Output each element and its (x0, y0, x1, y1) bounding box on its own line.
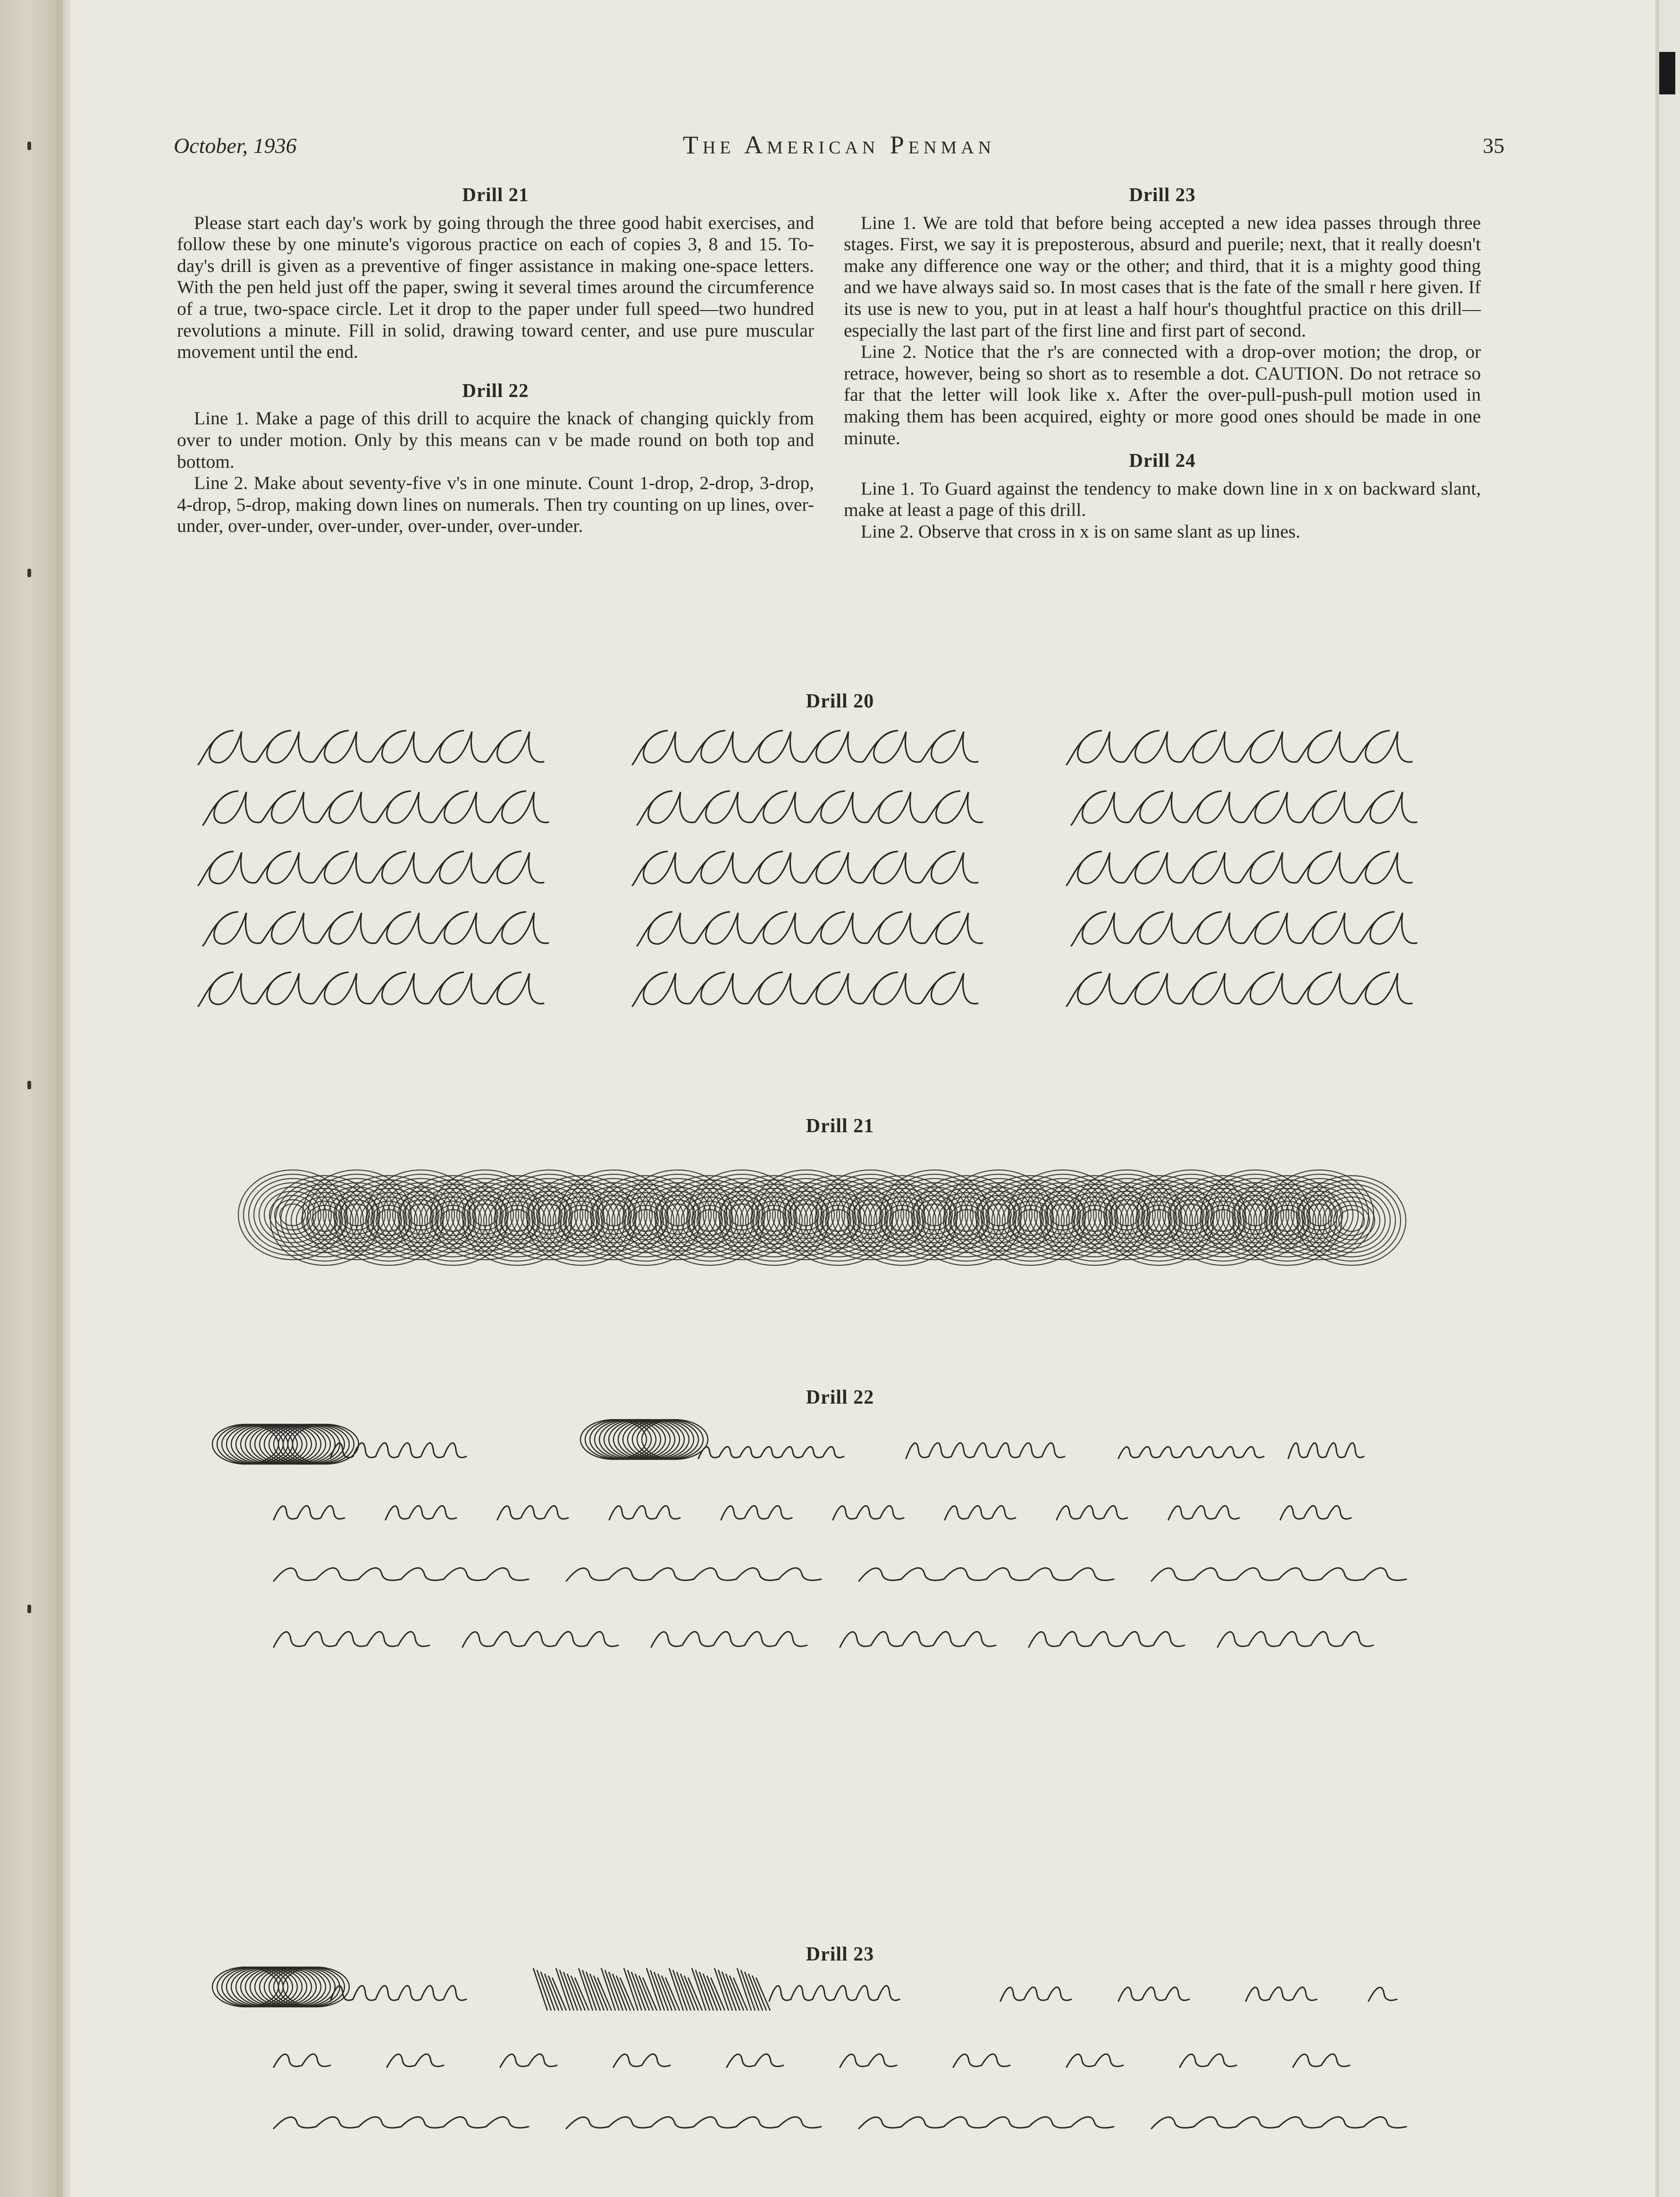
script-a-row (632, 851, 978, 885)
pen-circle (789, 1180, 887, 1261)
script-stroke-line (497, 1506, 568, 1520)
running-header (174, 133, 1504, 166)
script-stroke-line (274, 1632, 429, 1647)
pen-circle (468, 1180, 566, 1261)
script-stroke-line (1057, 1506, 1127, 1520)
script-stroke-line (1293, 2054, 1350, 2067)
script-a-row (203, 912, 548, 946)
script-stroke-line (274, 2117, 529, 2129)
pen-circle (688, 1170, 796, 1260)
pen-circle (463, 1176, 571, 1265)
script-stroke-line (1118, 1447, 1264, 1458)
pen-circle (693, 1174, 791, 1255)
retrace-stroke (613, 1974, 627, 2011)
pen-circle (238, 1170, 347, 1260)
pen-circle (1120, 1188, 1198, 1253)
pen-circle (799, 1188, 877, 1253)
plate-label-drill-21: Drill 21 (806, 1115, 874, 1137)
retrace-stroke (567, 1974, 581, 2011)
script-stroke-line (1369, 1987, 1397, 2001)
script-stroke-line (698, 1447, 844, 1458)
script-stroke-line (859, 2117, 1114, 2129)
script-stroke-line (945, 1506, 1016, 1520)
left-text-column (177, 184, 814, 537)
pen-circle (1142, 1174, 1240, 1255)
pen-circle (564, 1174, 663, 1255)
retrace-stroke (545, 1974, 559, 2011)
retrace-stroke (756, 1978, 770, 2011)
pen-circle (1297, 1176, 1406, 1265)
script-a-row (1071, 791, 1417, 825)
pen-circle (767, 1183, 845, 1247)
pen-circle (1238, 1180, 1336, 1261)
script-stroke-line (1029, 1632, 1184, 1647)
script-stroke-line (1180, 2054, 1236, 2067)
script-a-row (1067, 851, 1412, 885)
pen-circle (639, 1183, 716, 1247)
pen-circle (1014, 1174, 1112, 1255)
spine-shadow (56, 0, 63, 2197)
pen-circle (607, 1188, 684, 1253)
drill-23-script-specimen (208, 1959, 1435, 2195)
pen-circle (885, 1174, 983, 1255)
script-stroke-line (1067, 2054, 1123, 2067)
retrace-stroke (680, 1974, 695, 2011)
pen-circle (1024, 1183, 1101, 1247)
script-stroke-line (274, 1506, 344, 1520)
script-a-row (632, 731, 978, 765)
retrace-stroke (726, 1974, 740, 2011)
script-stroke-line (840, 2054, 897, 2067)
pen-circle (270, 1176, 379, 1265)
pen-circle (1206, 1174, 1304, 1255)
pen-circle (949, 1174, 1048, 1255)
binding-mark (27, 142, 31, 150)
script-stroke-line (566, 2117, 821, 2129)
pen-circle (880, 1170, 989, 1260)
script-a-row (198, 731, 544, 765)
pen-circle (1105, 1176, 1213, 1265)
pen-circle (623, 1170, 732, 1260)
retrace-stroke (658, 1974, 672, 2011)
pen-circle (853, 1180, 951, 1261)
paragraph: Line 2. Notice that the r's are connected with a drop-over motion; the drop, or retrace, however, being so short as to resemble a dot. CAUTION. Do not retrace so far that the letter will look like x. After the over-pull-push-pull motion used in making them has been acquired, eighty or more good ones should be made in one minute. (844, 341, 1481, 448)
pen-circle (784, 1176, 892, 1265)
pen-circle (1056, 1188, 1134, 1253)
script-stroke-line (727, 2054, 783, 2067)
pen-circle (816, 1170, 924, 1260)
pen-circle (596, 1180, 695, 1261)
pen-circle (720, 1176, 828, 1265)
pen-circle (1169, 1176, 1277, 1265)
pen-circle (1217, 1183, 1294, 1247)
binding-mark (27, 1605, 31, 1613)
pen-circle (1313, 1188, 1390, 1253)
retrace-stroke (590, 1974, 604, 2011)
pen-circle (340, 1180, 438, 1261)
drill-22-script-specimen (208, 1411, 1435, 1666)
script-stroke-line (833, 1506, 904, 1520)
pen-circle (944, 1170, 1053, 1260)
plate-label-drill-22: Drill 22 (806, 1387, 874, 1408)
pen-circle (1270, 1174, 1369, 1255)
script-stroke-line (953, 2054, 1010, 2067)
retrace-stroke (703, 1974, 717, 2011)
paragraph: Line 2. Observe that cross in x is on same slant as up lines. (861, 521, 1301, 542)
pen-circle (276, 1180, 374, 1261)
script-stroke-line (1118, 1987, 1189, 2001)
pen-circle (960, 1183, 1037, 1247)
binding-mark (27, 1081, 31, 1089)
pen-circle (479, 1188, 556, 1253)
script-stroke-line (1151, 1568, 1406, 1581)
pen-circle (244, 1174, 342, 1255)
pen-circle (896, 1183, 973, 1247)
section-heading: Drill 23 (1129, 184, 1196, 205)
section-heading: Drill 21 (462, 184, 529, 205)
script-a-row (637, 791, 983, 825)
pen-circle (1302, 1180, 1401, 1261)
edge-tab (1659, 52, 1675, 94)
pen-circle (382, 1183, 460, 1247)
pen-circle (372, 1174, 470, 1255)
pen-circle (735, 1188, 813, 1253)
pen-circle (286, 1188, 363, 1253)
pen-circle (436, 1174, 534, 1255)
pen-circle (848, 1176, 957, 1265)
pen-circle (500, 1174, 598, 1255)
pen-circle (399, 1176, 507, 1265)
pen-circle (757, 1174, 855, 1255)
script-stroke-line (566, 1568, 821, 1581)
script-a-row (198, 851, 544, 885)
pen-circle (318, 1183, 395, 1247)
pen-circle (1152, 1183, 1230, 1247)
pen-circle (1110, 1180, 1208, 1261)
script-a-row (637, 912, 983, 946)
pen-circle (495, 1170, 604, 1260)
pen-circle (1339, 1210, 1364, 1231)
pen-circle (1249, 1188, 1326, 1253)
script-stroke-line (330, 1986, 466, 2001)
pen-circle (1137, 1170, 1245, 1260)
script-stroke-line (840, 1632, 996, 1647)
pen-circle (912, 1176, 1021, 1265)
script-stroke-line (609, 1506, 680, 1520)
pen-circle (254, 1183, 331, 1247)
script-stroke-line (721, 1506, 792, 1520)
retrace-stroke (748, 1974, 763, 2011)
pen-circle (928, 1188, 1005, 1253)
pen-circle (1008, 1170, 1117, 1260)
pen-circle (591, 1176, 700, 1265)
pen-circle (1281, 1183, 1358, 1247)
script-stroke-line (1280, 1506, 1351, 1520)
script-stroke-line (651, 1632, 807, 1647)
script-stroke-line (859, 1568, 1114, 1581)
script-a-row (198, 972, 544, 1006)
script-a-row (1067, 731, 1412, 765)
pen-circle (671, 1188, 748, 1253)
script-stroke-line (274, 2054, 330, 2067)
pen-circle (414, 1188, 492, 1253)
pen-circle (367, 1170, 475, 1260)
pen-circle (1041, 1176, 1149, 1265)
pen-circle (543, 1188, 620, 1253)
pen-circle (752, 1170, 860, 1260)
pen-circle (1174, 1180, 1272, 1261)
pen-circle (629, 1174, 727, 1255)
pen-circle (559, 1170, 668, 1260)
plate-label-drill-20: Drill 20 (806, 690, 874, 712)
pen-circle (350, 1188, 428, 1253)
paragraph: Line 1. We are told that before being accepted a new idea passes through three stages. First, we say it is preposterous, absurd and puerile; next, that it really doesn't make any difference one way or the other; and third, that it is a mighty good thing and we have always said so. In most cases that is the fate of the small r here given. If its use is new to you, put in at least a half hour's thoughtful practice on this drill—especially the last part of the first line and first part of second. (844, 212, 1481, 341)
script-a-row (1071, 912, 1417, 946)
paragraph: Line 1. To Guard against the tendency to make down line in x on backward slant, make at least a page of this drill. (844, 478, 1481, 521)
page-number: 35 (1483, 134, 1504, 158)
pen-circle (1078, 1174, 1176, 1255)
pen-circle (1233, 1176, 1342, 1265)
pen-circle (1201, 1170, 1310, 1260)
pen-circle (982, 1180, 1080, 1261)
script-stroke-line (330, 1443, 466, 1458)
drill-20-script-specimen (198, 722, 1472, 1043)
pen-circle (404, 1180, 502, 1261)
binding-mark (27, 569, 31, 577)
script-stroke-line (1168, 1506, 1239, 1520)
page-edge (1655, 0, 1680, 2197)
pen-circle (725, 1180, 823, 1261)
pen-circle (532, 1180, 630, 1261)
script-stroke-line (462, 1632, 618, 1647)
drill-21-circle-specimen (236, 1156, 1425, 1284)
script-stroke-line (387, 2054, 444, 2067)
script-stroke-line (1151, 2117, 1406, 2129)
paragraph: Please start each day's work by going through the three good habit exercises, and follow these by one minute's vigorous practice on each of copies 3, 8 and 15. To-day's drill is given as a preventive of finger assistance in making one-space letters. With the pen held just off the paper, swing it several times around the circumference of a true, two-space circle. Let it drop to the paper under full speed—two hundred revolutions a minute. Fill in solid, drawing toward center, and use pure muscular movement until the end. (177, 212, 814, 362)
pen-circle (302, 1170, 411, 1260)
pen-circle (431, 1170, 539, 1260)
pen-circle (1184, 1188, 1262, 1253)
script-stroke-line (274, 1568, 529, 1581)
script-a-row (203, 791, 548, 825)
paragraph: Line 2. Make about seventy-five v's in one minute. Count 1-drop, 2-drop, 3-drop, 4-drop, 5-drop, making down lines on numerals. Then try counting on up lines, over-under, over-under, over-under, over-under, over-under. (177, 472, 814, 537)
pen-circle (992, 1188, 1069, 1253)
script-a-row (1067, 972, 1412, 1006)
script-a-row (632, 972, 978, 1006)
pen-circle (1073, 1170, 1181, 1260)
pen-circle (864, 1188, 941, 1253)
pen-circle (703, 1183, 781, 1247)
script-stroke-line (1218, 1632, 1373, 1647)
pen-circle (511, 1183, 588, 1247)
script-stroke-line (613, 2054, 670, 2067)
retrace-stroke (752, 1976, 766, 2011)
pen-circle (1088, 1183, 1166, 1247)
pen-circle (832, 1183, 909, 1247)
pen-circle (821, 1174, 919, 1255)
right-text-column (844, 184, 1481, 543)
pen-circle (308, 1174, 406, 1255)
pen-circle (446, 1183, 524, 1247)
plate-label-drill-23: Drill 23 (806, 1944, 874, 1965)
script-stroke-line (906, 1443, 1065, 1458)
pen-circle (575, 1183, 652, 1247)
pen-circle (335, 1176, 443, 1265)
pen-circle (917, 1180, 1016, 1261)
publication-title: The American Penman (682, 131, 996, 159)
pen-circle (1046, 1180, 1144, 1261)
script-stroke-line (500, 2054, 557, 2067)
issue-date: October, 1936 (174, 134, 297, 158)
pen-circle (655, 1176, 764, 1265)
script-stroke-line (386, 1506, 456, 1520)
pen-circle (976, 1176, 1085, 1265)
script-stroke-line (769, 1986, 899, 2001)
paragraph: Line 1. Make a page of this drill to acquire the knack of changing quickly from over to under motion. Only by this means can v be made round on both top and bottom. (177, 408, 814, 472)
pen-circle (527, 1176, 636, 1265)
script-stroke-line (1000, 1987, 1071, 2001)
section-heading: Drill 22 (462, 379, 529, 401)
pen-circle (661, 1180, 759, 1261)
script-stroke-line (1246, 1987, 1317, 2001)
section-heading: Drill 24 (1129, 449, 1196, 471)
script-stroke-line (1288, 1443, 1364, 1458)
pen-circle (1265, 1170, 1374, 1260)
retrace-stroke (635, 1974, 649, 2011)
